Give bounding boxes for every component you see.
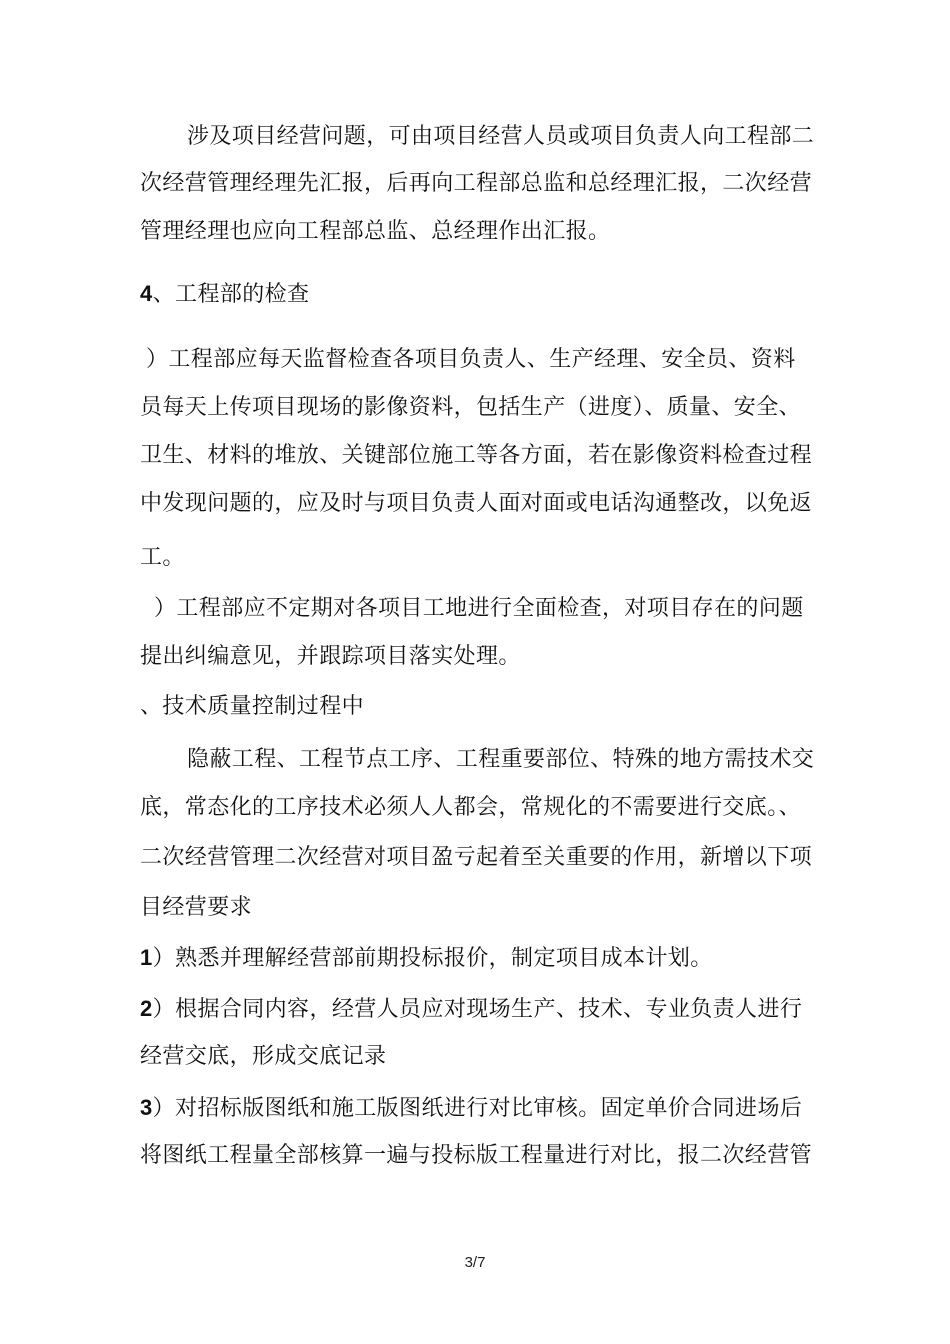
paragraph-2-line-5: 工。 [140,545,185,570]
page-number: 3/7 [464,1254,486,1271]
list-text: ）熟悉并理解经营部前期投标报价，制定项目成本计划。 [152,946,713,971]
list-text: ）对招标版图纸和施工版图纸进行对比审核。固定单价合同进场后 [152,1096,803,1121]
paragraph-1-line-2: 次经营管理经理先汇报，后再向工程部总监和总经理汇报，二次经营 [140,171,813,196]
list-number: 2 [140,996,153,1021]
paragraph-2-line-1: ）工程部应每天监督检查各项目负责人、生产经理、安全员、资料 [146,347,796,372]
paragraph-4-line-1: 隐蔽工程、工程节点工序、工程重要部位、特殊的地方需技术交 [187,747,815,772]
paragraph-2-line-2: 员每天上传项目现场的影像资料，包括生产（进度）、质量、安全、 [140,395,802,420]
list-number: 3 [140,1095,153,1120]
section-number: 4 [140,281,153,306]
list-item-3-continuation: 将图纸工程量全部核算一遍与投标版工程量进行对比，报二次经营管 [140,1143,813,1168]
paragraph-2-line-3: 卫生、材料的堆放、关键部位施工等各方面，若在影像资料检查过程 [140,443,813,468]
paragraph-3-line-2: 提出纠编意见，并跟踪项目落实处理。 [140,644,521,669]
paragraph-4-line-3: 二次经营管理二次经营对项目盈亏起着至关重要的作用，新增以下项 [140,845,813,870]
list-item-2 [140,994,802,1025]
paragraph-4-line-4: 目经营要求 [140,895,253,920]
paragraph-1-line-3: 管理经理也应向工程部总监、总经理作出汇报。 [140,219,611,244]
paragraph-1-line-1: 涉及项目经营问题，可由项目经营人员或项目负责人向工程部二 [187,124,815,149]
section-heading-5: 、技术质量控制过程中 [140,694,365,719]
list-number: 1 [140,945,153,970]
paragraph-4-line-2: 底，常态化的工序技术必须人人都会，常规化的不需要进行交底。、 [140,795,802,820]
section-title: 、工程部的检查 [152,282,310,307]
list-item-2-continuation: 经营交底，形成交底记录 [140,1044,387,1069]
section-heading-4 [140,279,309,310]
paragraph-2-line-4: 中发现问题的，应及时与项目负责人面对面或电话沟通整改，以免返 [140,491,813,516]
list-text: ）根据合同内容，经营人员应对现场生产、技术、专业负责人进行 [152,997,803,1022]
list-item-3 [140,1093,802,1124]
list-item-1 [140,943,713,974]
paragraph-3-line-1: ）工程部应不定期对各项目工地进行全面检查，对项目存在的问题 [154,596,804,621]
